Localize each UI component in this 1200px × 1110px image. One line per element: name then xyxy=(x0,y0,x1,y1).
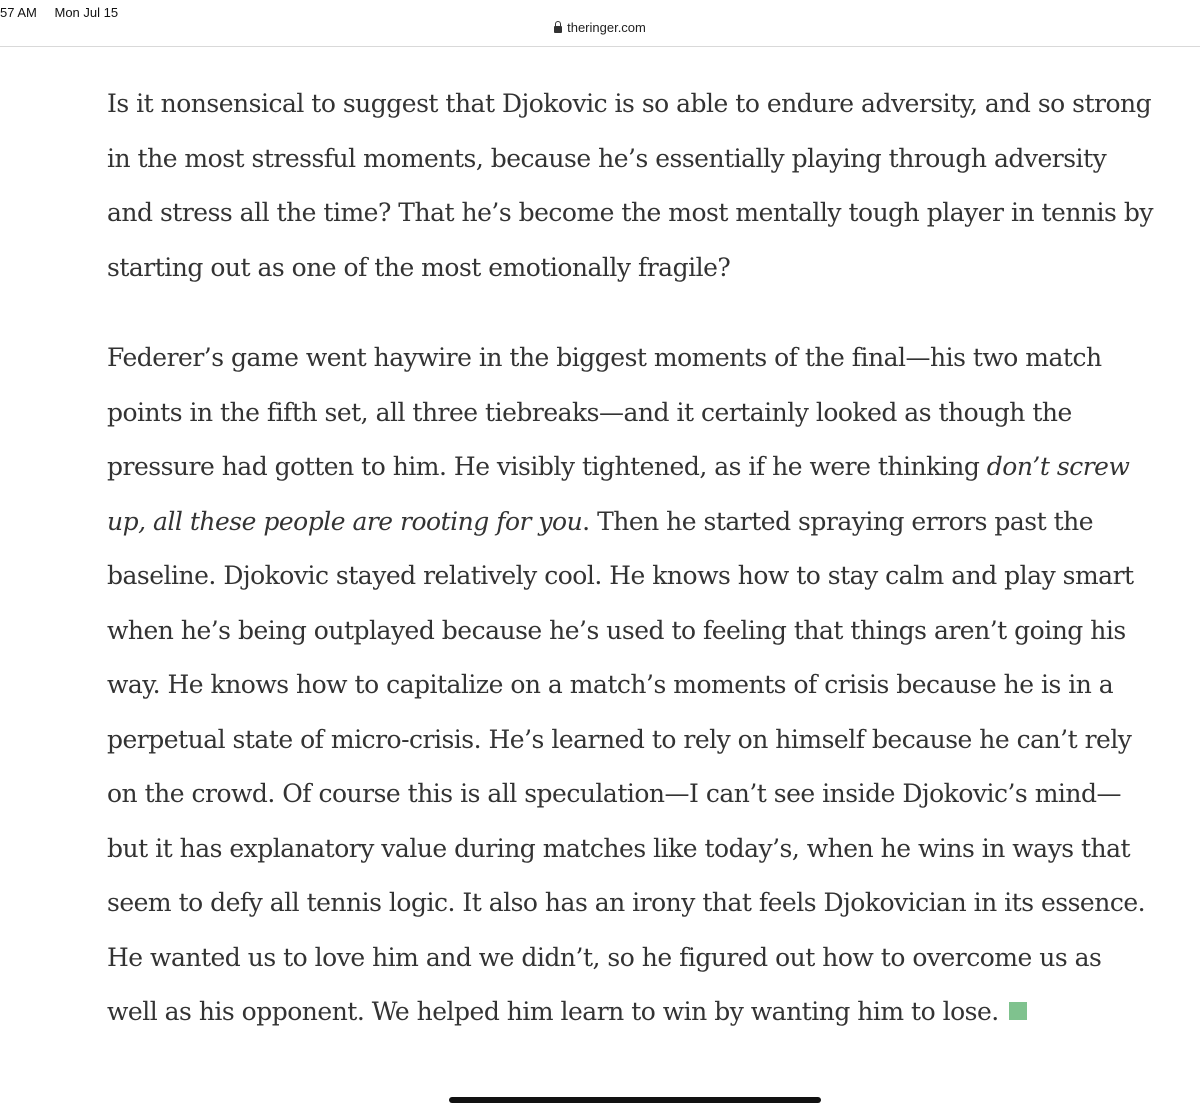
article-paragraph: Is it nonsensical to suggest that Djokovic is so able to endure adversity, and so strong in the most stressful moments, because he’s essentially playing through adversity and stress all the time? That he’s become the most mentally tough player in tennis by starting out as one of the most emotionally fragile? xyxy=(107,89,1153,282)
paragraph-text: . Then he started spraying errors past the baseline. Djokovic stayed relatively cool. He knows how to stay calm and play smart when he’s being outplayed because he’s used to feeling that things aren’t going his way. He knows how to capitalize on a match’s moments of crisis because he is in a perpetual state of micro-crisis. He’s learned to rely on himself because he can’t rely on the crowd. Of course this is all speculation—I can’t see inside Djokovic’s mind—but it has explanatory value during matches like today’s, when he wins in ways that seem to defy all tennis logic. It also has an irony that feels Djokovician in its essence. He wanted us to love him and we didn’t, so he figured out how to overcome us as well as his opponent. We helped him learn to win by wanting him to lose. xyxy=(107,506,1146,1026)
status-time: 57 AM xyxy=(0,5,37,20)
status-date: Mon Jul 15 xyxy=(54,5,119,20)
address-url[interactable]: theringer.com xyxy=(567,20,646,35)
status-time-date xyxy=(0,5,132,20)
paragraph-italic-text: don’t screw up, all these people are rooting for you xyxy=(107,452,1130,536)
home-indicator[interactable] xyxy=(449,1097,821,1103)
address-bar[interactable] xyxy=(0,20,1200,35)
article-paragraph xyxy=(107,331,1155,1040)
article-body xyxy=(107,77,1155,1076)
lock-icon xyxy=(554,26,562,33)
status-bar xyxy=(0,0,1200,46)
toolbar-divider xyxy=(0,46,1200,47)
end-of-article-square-icon xyxy=(1009,1002,1027,1020)
paragraph-text: Federer’s game went haywire in the biggest moments of the final—his two match points in the fifth set, all three tiebreaks—and it certainly looked as though the pressure had gotten to him. He visibly tightened, as if he were thinking xyxy=(107,343,1102,481)
